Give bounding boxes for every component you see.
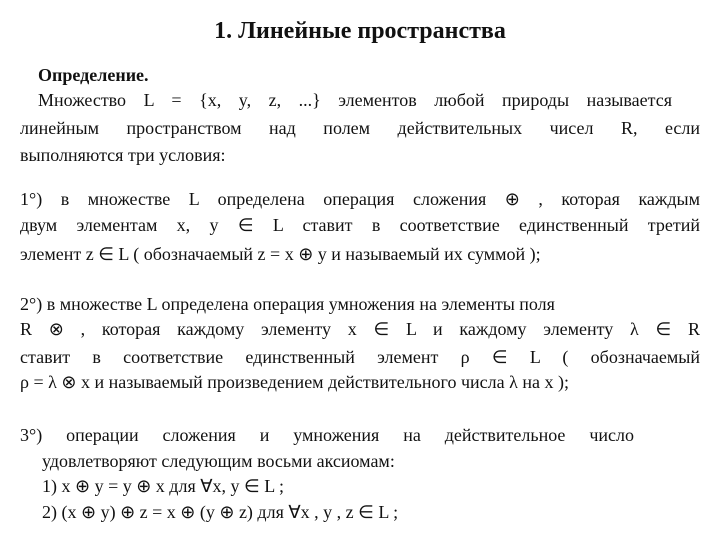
- condition-1-line-1: 1°) в множестве L определена операция сложения ⊕ , которая каждым: [20, 189, 700, 209]
- condition-2-line-2: R ⊗ , которая каждому элементу x ∈ L и каждому элементу λ ∈ R: [20, 319, 700, 339]
- definition-line-2: линейным пространством над полем действительных чисел R, если: [20, 118, 700, 138]
- condition-2-line-3: ставит в соответствие единственный элемент ρ ∈ L ( обозначаемый: [20, 347, 700, 367]
- axiom-1: 1) x ⊕ y = y ⊕ x для ∀x, y ∈ L ;: [42, 476, 285, 496]
- definition-heading: Определение.: [38, 65, 149, 85]
- definition-line-3: выполняются три условия:: [20, 145, 226, 165]
- definition-line-1: Множество L = {x, y, z, ...} элементов любой природы называется: [38, 90, 672, 110]
- condition-3-line-1: 3°) операции сложения и умножения на действительное число: [20, 425, 634, 445]
- condition-1-line-3: элемент z ∈ L ( обозначаемый z = x ⊕ y и называемый их суммой );: [20, 244, 541, 264]
- condition-2-line-1: 2°) в множестве L определена операция умножения на элементы поля: [20, 294, 555, 314]
- slide-title: 1. Линейные пространства: [214, 18, 506, 44]
- condition-3-line-2: удовлетворяют следующим восьми аксиомам:: [42, 451, 395, 471]
- condition-1-line-2: двум элементам x, y ∈ L ставит в соответствие единственный третий: [20, 215, 700, 235]
- axiom-2: 2) (x ⊕ y) ⊕ z = x ⊕ (y ⊕ z) для ∀x , y , z ∈ L ;: [42, 502, 399, 522]
- condition-2-line-4: ρ = λ ⊗ x и называемый произведением действительного числа λ на x );: [20, 372, 569, 392]
